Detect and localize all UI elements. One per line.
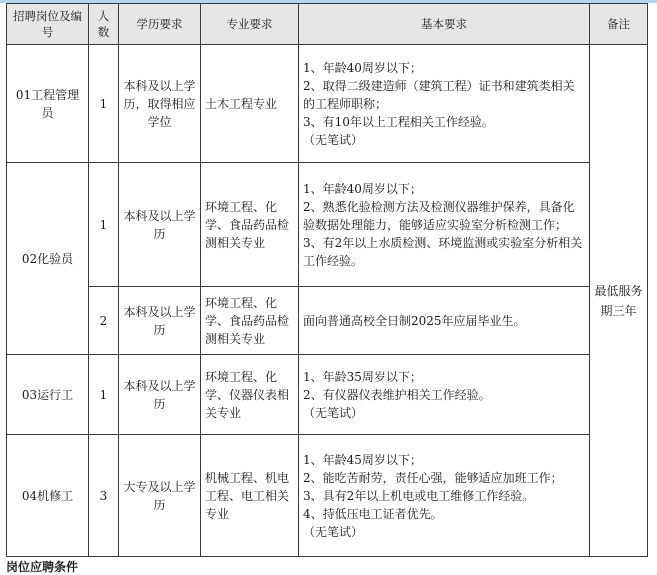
requirement-line: 2、取得二级建造师（建筑工程）证书和建筑类相关的工程师职称； (303, 78, 575, 111)
section-heading: 岗位应聘条件 (6, 560, 79, 574)
requirements-cell (299, 435, 590, 557)
education-cell: 本科及以上学历 (119, 355, 201, 435)
table-row (7, 355, 648, 435)
requirements-cell (299, 355, 590, 435)
count-cell: 1 (89, 355, 119, 435)
requirements-cell (299, 45, 590, 163)
header-major: 专业要求 (201, 4, 299, 45)
table-row (7, 287, 648, 355)
header-remark: 备注 (590, 4, 648, 45)
major-cell: 环境工程、化学、食品药品检测相关专业 (201, 287, 299, 355)
position-cell: 03运行工 (7, 355, 89, 435)
education-cell: 本科及以上学历 (119, 287, 201, 355)
requirement-line: 3、具有2年以上机电或电工维修工作经验。 (303, 488, 535, 503)
count-cell: 2 (89, 287, 119, 355)
count-cell: 1 (89, 45, 119, 163)
position-cell: 02化验员 (7, 163, 89, 355)
table-row (7, 45, 648, 163)
recruitment-table (6, 3, 648, 557)
table-row (7, 163, 648, 287)
position-cell: 01工程管理员 (7, 45, 89, 163)
requirement-line: 2、能吃苦耐劳，责任心强，能够适应加班工作； (303, 470, 563, 485)
requirement-line: 3、有2年以上水质检测、环境监测或实验室分析相关工作经验。 (303, 235, 583, 268)
requirement-line: 1、年龄35周岁以下； (303, 369, 422, 384)
education-cell: 大专及以上学历 (119, 435, 201, 557)
header-education: 学历要求 (119, 4, 201, 45)
requirement-line: 1、年龄45周岁以下； (303, 452, 422, 467)
remark-cell (590, 45, 648, 557)
table-row (7, 435, 648, 557)
requirement-line: 3、有10年以上工程相关工作经验。 (303, 114, 494, 129)
major-cell: 环境工程、化学、仪器仪表相关专业 (201, 355, 299, 435)
header-position: 招聘岗位及编号 (7, 4, 89, 45)
major-cell: 土木工程专业 (201, 45, 299, 163)
requirement-line: 4、持低压电工证者优先。 (303, 506, 443, 521)
requirement-line: （无笔试） (303, 524, 364, 539)
header-basic: 基本要求 (299, 4, 590, 45)
requirements-cell (299, 163, 590, 287)
requirement-line: （无笔试） (303, 405, 364, 420)
requirement-line: 1、年龄40周岁以下； (303, 60, 422, 75)
requirement-line: 面向普通高校全日制2025年应届毕业生。 (303, 313, 526, 328)
position-cell: 04机修工 (7, 435, 89, 557)
requirements-cell (299, 287, 590, 355)
requirement-line: （无笔试） (303, 132, 364, 147)
count-cell: 1 (89, 163, 119, 287)
remark-text: 最低服务期三年 (594, 283, 643, 318)
requirement-line: 2、熟悉化验检测方法及检测仪器维护保养，具备化验数据处理能力，能够适应实验室分析检测工作； (303, 199, 575, 232)
education-cell: 本科及以上学历，取得相应学位 (119, 45, 201, 163)
education-cell: 本科及以上学历 (119, 163, 201, 287)
major-cell: 环境工程、化学、食品药品检测相关专业 (201, 163, 299, 287)
requirement-line: 1、年龄40周岁以下； (303, 181, 422, 196)
count-cell: 3 (89, 435, 119, 557)
major-cell: 机械工程、机电工程、电工相关专业 (201, 435, 299, 557)
header-count: 人数 (89, 4, 119, 45)
header-row (7, 4, 648, 45)
requirement-line: 2、有仪器仪表维护相关工作经验。 (303, 387, 491, 402)
